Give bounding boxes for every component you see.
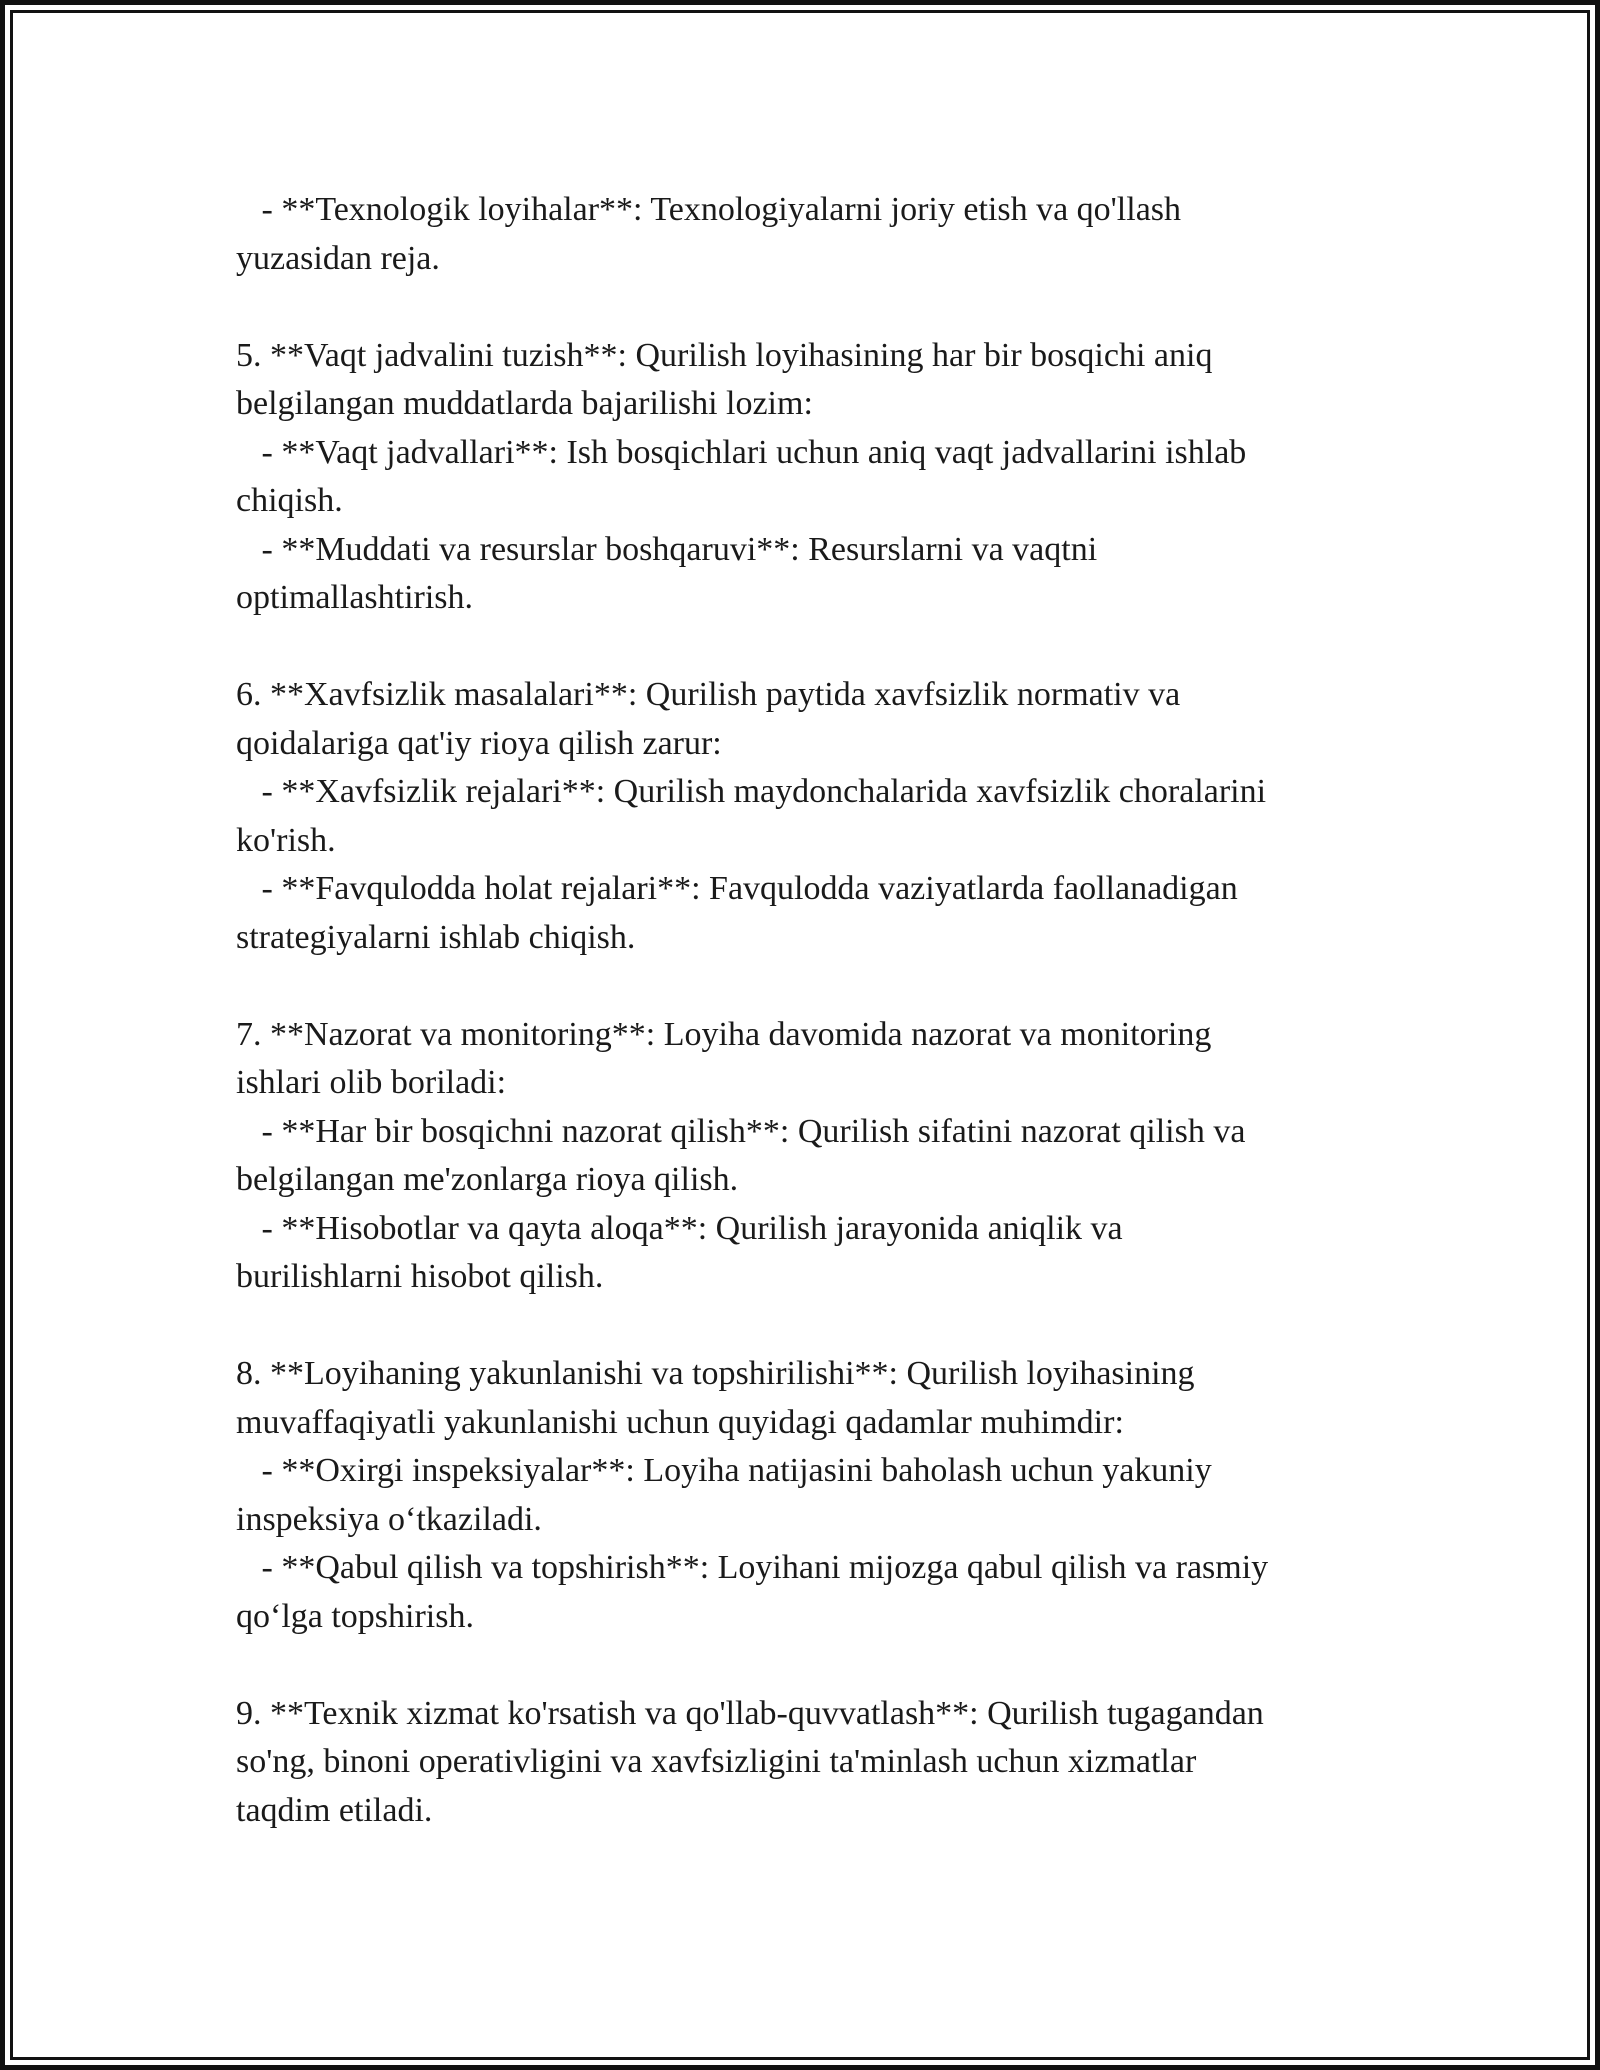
text-line: - **Qabul qilish va topshirish**: Loyihani mijozga qabul qilish va rasmiy [236,1549,1269,1586]
paragraph-gap [236,1302,1366,1351]
paragraph-gap [236,283,1366,332]
section-heading-7: 7. **Nazorat va monitoring**: Loyiha davomida nazorat va monitoring [236,1015,1212,1053]
text-line: yuzasidan reja. [236,239,440,277]
text-line: belgilangan muddatlarda bajarilishi lozim: [236,385,813,422]
text-line: belgilangan me'zonlarga rioya qilish. [236,1161,739,1198]
text-line: strategiyalarni ishlab chiqish. [236,918,636,956]
text-line: burilishlarni hisobot qilish. [236,1258,604,1295]
text-line: optimallashtirish. [236,579,474,616]
text-line: - **Favqulodda holat rejalari**: Favqulodda vaziyatlarda faollanadigan [236,870,1238,907]
section-heading-6: 6. **Xavfsizlik masalalari**: Qurilish paytida xavfsizlik normativ va [236,676,1181,713]
text-line: muvaffaqiyatli yakunlanishi uchun quyidagi qadamlar muhimdir: [236,1403,1124,1441]
section-heading-8: 8. **Loyihaning yakunlanishi va topshirilishi**: Qurilish loyihasining [236,1355,1195,1392]
text-line: qoidalariga qat'iy rioya qilish zarur: [236,724,722,762]
paragraph-gap [236,962,1366,1011]
text-line: - **Hisobotlar va qayta aloqa**: Qurilish jarayonida aniqlik va [236,1209,1123,1247]
text-line: - **Xavfsizlik rejalari**: Qurilish maydonchalarida xavfsizlik choralarini [236,773,1267,810]
text-line: chiqish. [236,482,343,519]
text-line: inspeksiya o‘tkaziladi. [236,1500,542,1538]
text-line: ko'rish. [236,821,336,859]
text-line: - **Muddati va resurslar boshqaruvi**: Resurslarni va vaqtni [236,530,1098,568]
section-heading-5: 5. **Vaqt jadvalini tuzish**: Qurilish loyihasining har bir bosqichi aniq [236,336,1213,374]
text-line: - **Vaqt jadvallari**: Ish bosqichlari uchun aniq vaqt jadvallarini ishlab [236,433,1247,471]
text-line: qo‘lga topshirish. [236,1597,474,1635]
text-line: - **Oxirgi inspeksiyalar**: Loyiha natijasini baholash uchun yakuniy [236,1452,1212,1489]
text-line: taqdim etiladi. [236,1791,433,1829]
section-heading-9: 9. **Texnik xizmat ko'rsatish va qo'llab-quvvatlash**: Qurilish tugagandan [236,1694,1264,1732]
paragraph-gap [236,623,1366,672]
text-line: ishlari olib boriladi: [236,1064,507,1101]
text-line: - **Texnologik loyihalar**: Texnologiyalarni joriy etish va qo'llash [236,191,1182,228]
text-line: - **Har bir bosqichni nazorat qilish**: Qurilish sifatini nazorat qilish va [236,1112,1246,1150]
text-line: so'ng, binoni operativligini va xavfsizligini ta'minlash uchun xizmatlar [236,1743,1197,1780]
paragraph-gap [236,1641,1366,1690]
document-body [236,186,1366,1835]
